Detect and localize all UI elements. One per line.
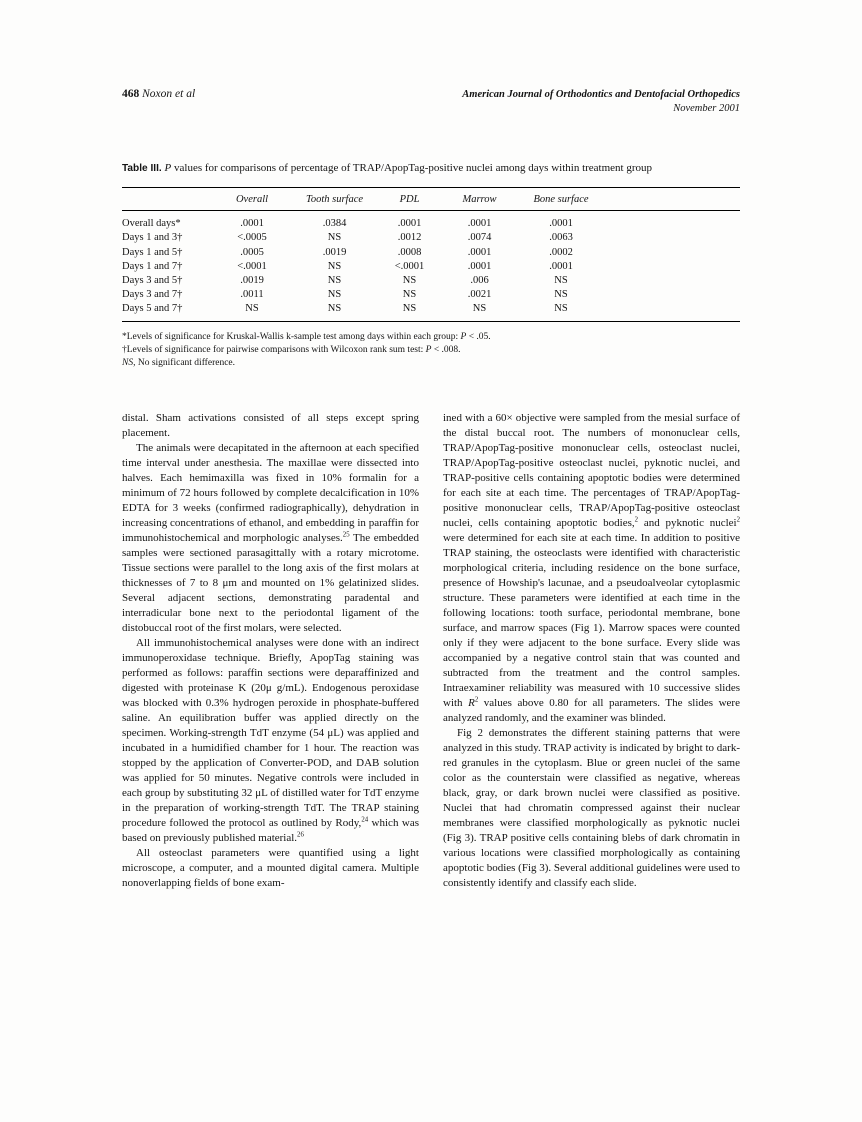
footnote-kruskal-wallis: *Levels of significance for Kruskal-Wallis k-sample test among days within each group: P < .05. xyxy=(122,332,491,343)
cell: .0001 xyxy=(467,260,492,272)
cell: .0001 xyxy=(467,218,492,230)
cell: .0021 xyxy=(467,289,492,301)
spacer-cell xyxy=(600,211,740,231)
left-column xyxy=(122,411,419,891)
cell: NS xyxy=(327,303,342,315)
cell: .0001 xyxy=(549,260,573,272)
cell: .0001 xyxy=(240,218,264,230)
cell: <.0001 xyxy=(237,260,267,272)
paragraph: The animals were decapitated in the afternoon at each specified time interval under anesthesia. The maxillae were dissected into halves. Each hemimaxilla was fixed in 10% formalin for a minimum of 72 hours followed by complete decalcification in 10% EDTA for 3 weeks (confirmed radiographically), dehydration in increasing concentrations of ethanol, and embedding in paraffin for immunohistochemical and morphologic analyses.$^{25}$ The embedded samples were sectioned parasagittally with a rotary microtome. Tissue sections were parallel to the long axis of the first molars at thicknesses of 7 to 8 μm and mounted on 1% gelatinized slides. Several adjacent sections, demonstrating paradental and interradicular bone next to the periodontal ligament of the distobuccal root of the first molars, were selected. xyxy=(122,442,419,635)
cell: NS xyxy=(402,289,417,301)
cell: NS xyxy=(327,232,342,244)
cell: <.0005 xyxy=(237,232,267,244)
cell: .0005 xyxy=(240,246,264,258)
cell: NS xyxy=(554,289,568,301)
table-row xyxy=(122,245,740,259)
col-header-marrow: Marrow xyxy=(462,194,497,206)
table-caption: Table III. P values for comparisons of percentage of TRAP/ApopTag-positive nuclei among days within treatment group xyxy=(122,162,653,175)
spacer-cell xyxy=(600,231,740,245)
row-label: Days 3 and 7† xyxy=(122,289,183,301)
row-label: Overall days* xyxy=(122,218,181,230)
spacer-cell xyxy=(600,302,740,322)
row-label: Days 5 and 7† xyxy=(122,303,183,315)
table-row xyxy=(122,288,740,302)
table-header-row xyxy=(122,188,740,211)
cell: NS xyxy=(554,303,568,315)
spacer-cell xyxy=(600,245,740,259)
col-header-tooth-surface: Tooth surface xyxy=(305,194,364,206)
cell: .0012 xyxy=(397,232,422,244)
cell: <.0001 xyxy=(394,260,425,272)
footnote-ns: NS, No significant difference. xyxy=(122,357,236,368)
cell: .0001 xyxy=(467,246,492,258)
cell: NS xyxy=(327,289,342,301)
cell: .0019 xyxy=(240,275,264,287)
spacer-cell xyxy=(600,273,740,287)
right-column xyxy=(443,411,740,891)
row-label: Days 1 and 7† xyxy=(122,260,183,272)
cell: NS xyxy=(402,303,417,315)
footnote-wilcoxon: †Levels of significance for pairwise comparisons with Wilcoxon rank sum test: P < .008. xyxy=(122,345,461,355)
paragraph: distal. Sham activations consisted of all steps except spring placement. xyxy=(122,412,419,440)
table-iii-block xyxy=(122,161,740,369)
table-row xyxy=(122,259,740,273)
cell: NS xyxy=(245,303,259,315)
table-row xyxy=(122,211,740,231)
journal-name: American Journal of Orthodontics and Dentofacial Orthopedics xyxy=(462,89,740,100)
cell: .0384 xyxy=(322,218,347,230)
cell: .0008 xyxy=(397,246,422,258)
cell: .0074 xyxy=(467,232,492,244)
cell: NS xyxy=(327,275,342,287)
spacer-cell xyxy=(600,288,740,302)
cell: NS xyxy=(554,275,568,287)
cell: .0019 xyxy=(322,246,347,258)
table-footnotes xyxy=(122,331,740,369)
running-head xyxy=(122,88,740,115)
body-text xyxy=(122,411,740,891)
page-number-and-authors: 468 Noxon et al xyxy=(122,88,196,100)
row-label: Days 1 and 5† xyxy=(122,246,183,258)
paragraph: All immunohistochemical analyses were done with an indirect immunoperoxidase technique. Briefly, ApopTag staining was performed as follows: paraffin sections were deparaffinized and digested with proteinase K (20μ g/mL). Endogenous peroxidase was blocked with 0.3% hydrogen peroxide in phosphate-buffered saline. An equilibration buffer was applied directly on the specimen. Working-strength TdT enzyme (54 μL) was applied and incubated in a humidified chamber for 1 hour. The reaction was stopped by the application of Converter-POD, and DAB solution was applied for 50 minutes. Negative controls were included in each group by substituting 32 μL of distilled water for TdT enzyme in the preparation of working-strength TdT. The TRAP staining procedure followed the protocol as outlined by Rody,$^{24}$ which was based on previously published material.$^{26}$ xyxy=(122,637,419,845)
p-values-table xyxy=(122,187,740,322)
table-row xyxy=(122,302,740,322)
cell: .0011 xyxy=(240,289,264,301)
issue-date: November 2001 xyxy=(673,102,740,114)
table-row xyxy=(122,273,740,287)
paragraph: ined with a 60× objective were sampled from the mesial surface of the distal buccal root. The numbers of mononuclear cells, TRAP/ApopTag-positive mononuclear cells, osteoclast nuclei, TRAP/ApopTag-positive osteoclast nuclei, pyknotic nuclei, and TRAP-positive cells containing apoptotic bodies were determined for each site at each time. The percentages of TRAP/ApopTag-positive mononuclear cells, TRAP/ApopTag-positive osteoclast nuclei, cells containing apoptotic bodies,$^2$ and pyknotic nuclei$^2$ were determined for each site at each time. In addition to positive TRAP staining, the osteoclasts were identified with characteristic morphological criteria, including residence on the bone surface, presence of Howship's lacunae, and a pseudoalveolar cytoplasmic structure. These parameters were identified at each time in the following locations: tooth surface, periodontal membrane, bone surface, and marrow spaces (Fig 1). Marrow spaces were counted only if they were adjacent to the bone surface. Every slide was accompanied by a negative control stain that was counted and subtracted from the treatment and the control samples. Intraexaminer reliability was measured with 10 successive slides with $R^2$ values above 0.80 for all parameters. The slides were analyzed randomly, and the examiner was blinded. xyxy=(443,412,740,725)
row-label: Days 1 and 3† xyxy=(122,232,183,244)
cell: .006 xyxy=(470,275,489,287)
cell: .0063 xyxy=(549,232,573,244)
paragraph: All osteoclast parameters were quantified using a light microscope, a computer, and a mounted digital camera. Multiple nonoverlapping fields of bone exam- xyxy=(122,847,419,890)
col-header-bone-surface: Bone surface xyxy=(533,194,589,206)
cell: NS xyxy=(327,260,342,272)
cell: .0001 xyxy=(549,218,573,230)
col-header-empty xyxy=(122,188,217,211)
cell: .0002 xyxy=(549,246,573,258)
spacer-cell xyxy=(600,188,740,211)
col-header-overall: Overall xyxy=(235,194,269,206)
row-label: Days 3 and 5† xyxy=(122,275,183,287)
col-header-pdl: PDL xyxy=(399,194,420,206)
spacer-cell xyxy=(600,259,740,273)
cell: .0001 xyxy=(397,218,422,230)
paragraph: Fig 2 demonstrates the different staining patterns that were analyzed in this study. TRAP activity is indicated by bright to dark-red granules in the cytoplasm. Blue or green nuclei of the same color as the counterstain were classified as negative, whereas black, gray, or dark brown nuclei were classified as positive. Nuclei that had chromatin compressed against their nuclear membranes were classified morphologically as pyknotic nuclei (Fig 3). TRAP positive cells containing blebs of dark chromatin in various locations were classified morphologically as containing apoptotic bodies (Fig 3). Several additional guidelines were used to consistently identify and classify each slide. xyxy=(443,727,740,890)
cell: NS xyxy=(472,303,487,315)
cell: NS xyxy=(402,275,417,287)
table-row xyxy=(122,231,740,245)
journal-title-block xyxy=(462,88,740,115)
